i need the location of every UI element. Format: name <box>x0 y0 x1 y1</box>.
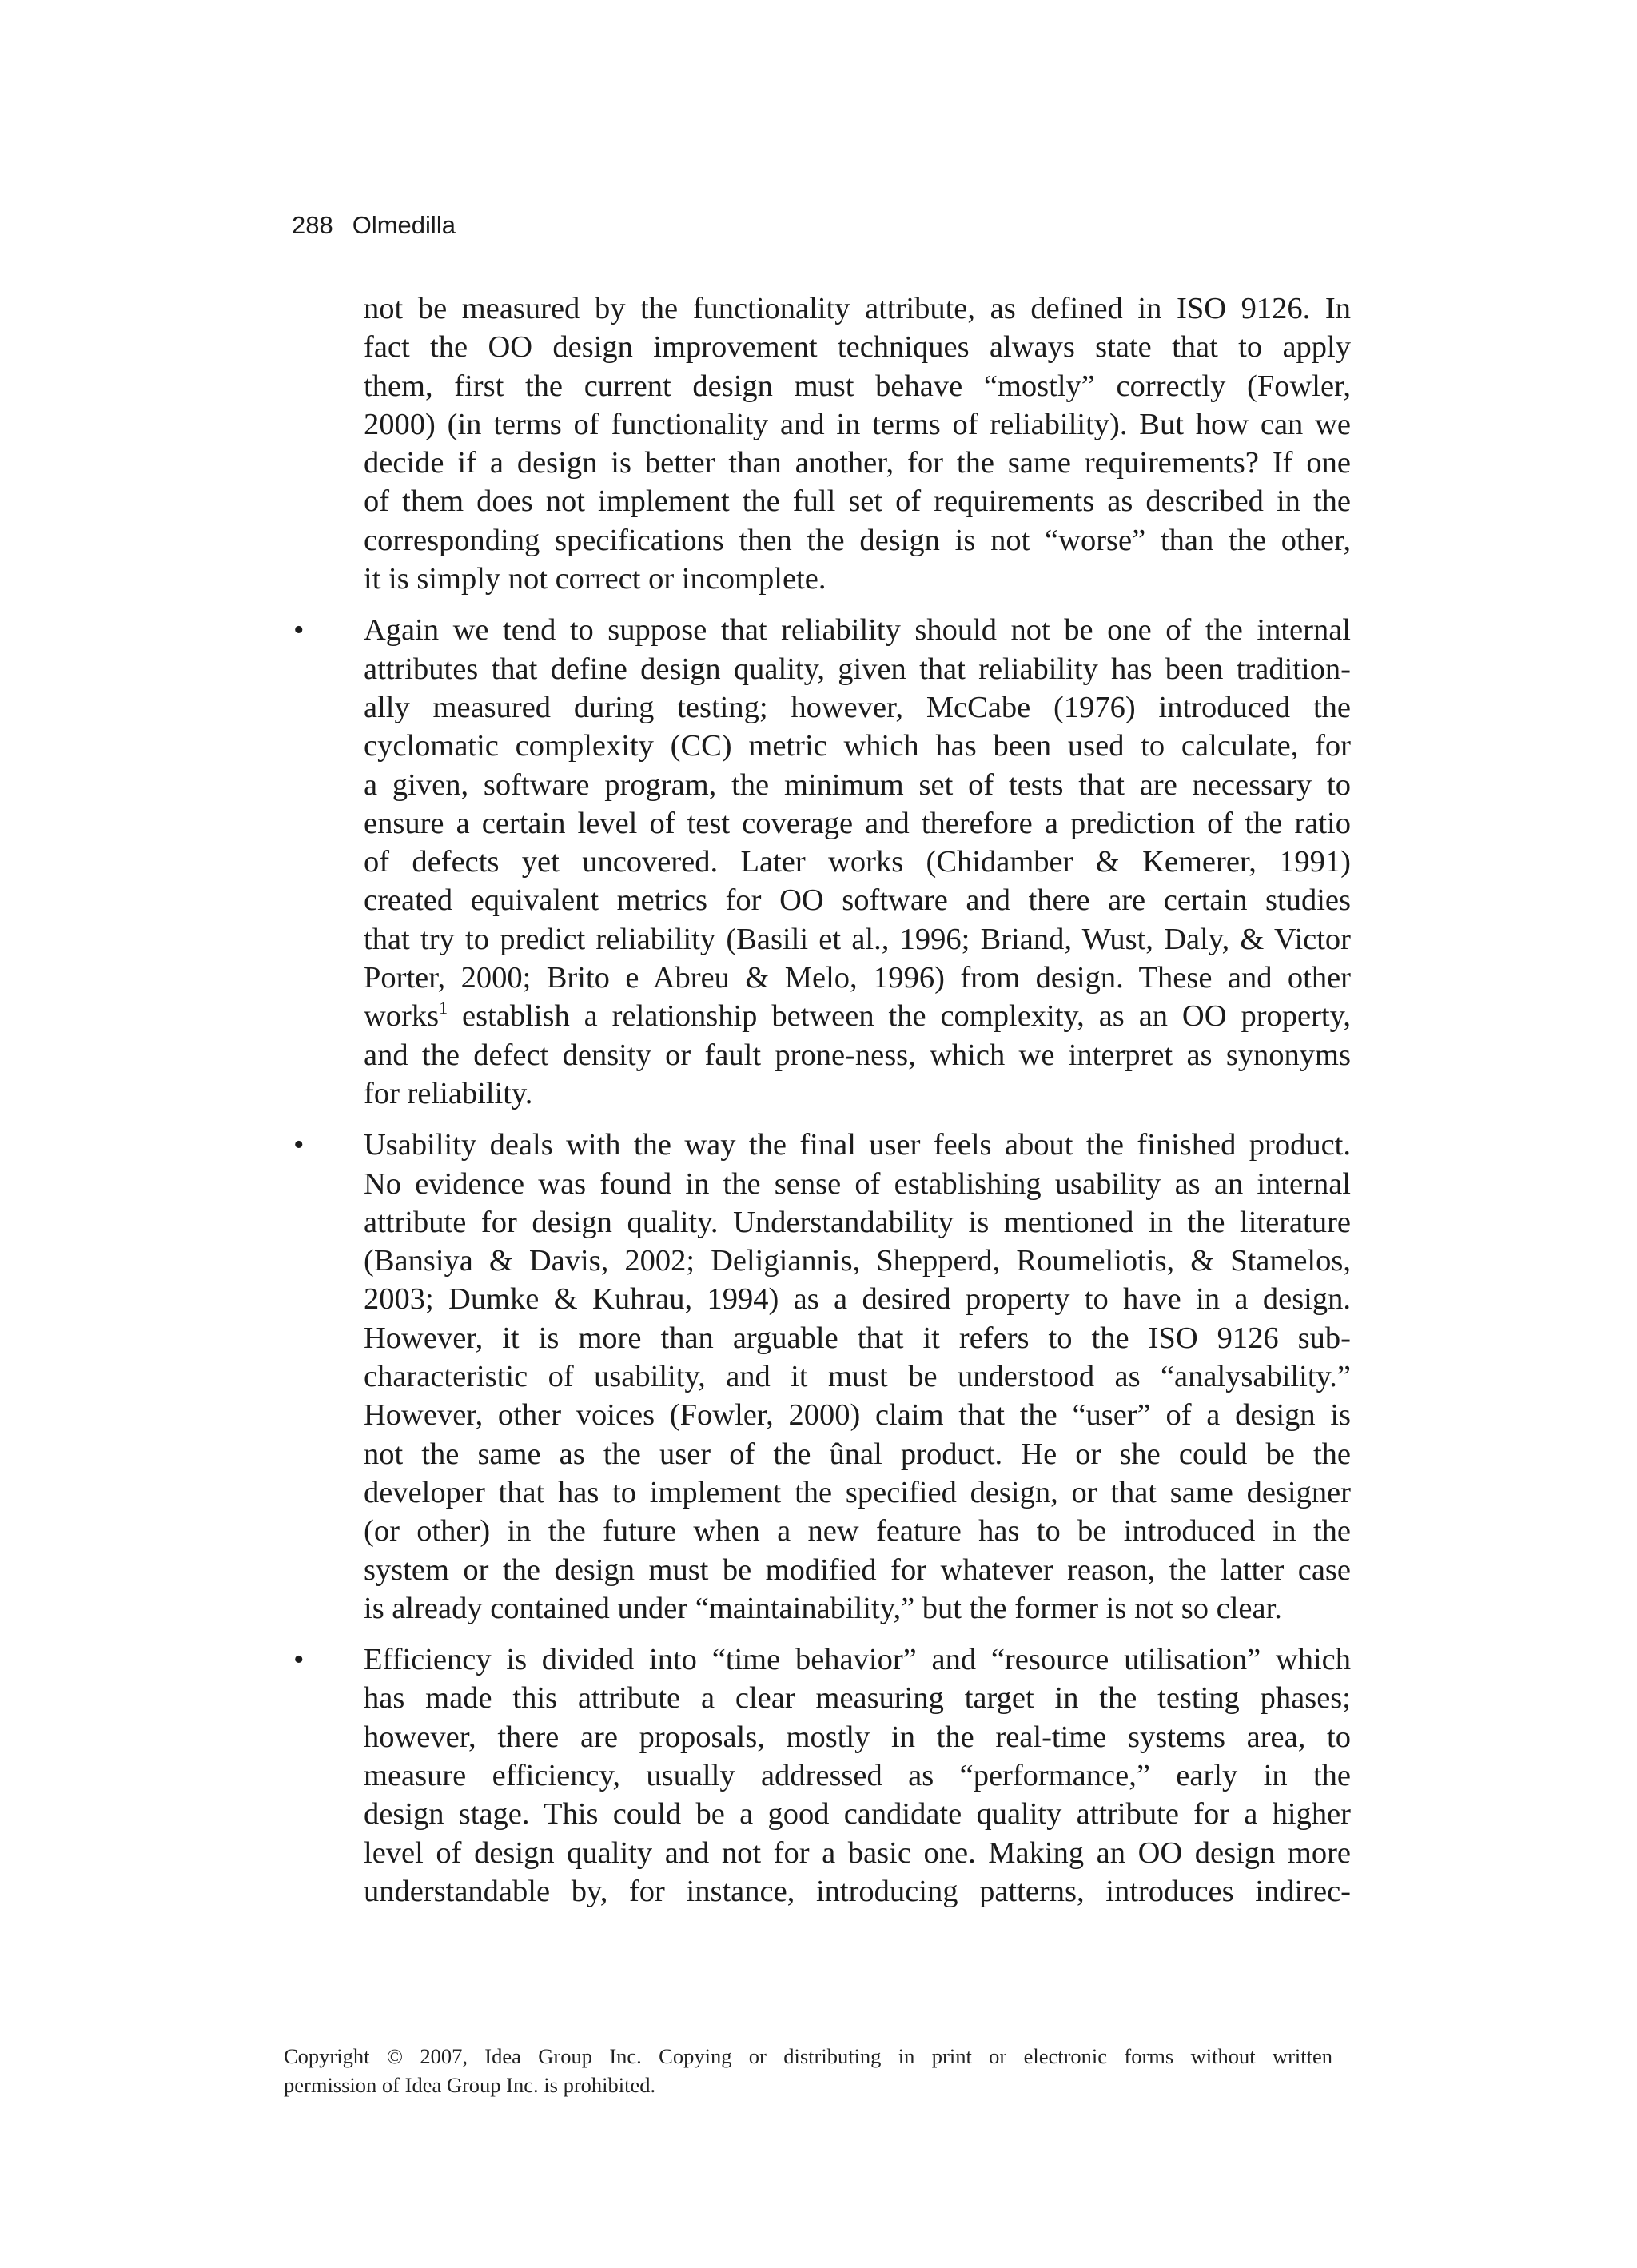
running-head <box>292 206 456 245</box>
text-line: Efficiency is divided into “time behavior” and “resource utilisation” which <box>364 1643 1351 1677</box>
text-line: No evidence was found in the sense of establishing usability as an internal <box>364 1166 1351 1201</box>
text-line: and the defect density or fault prone-ness, which we interpret as synonyms <box>364 1038 1351 1072</box>
text-line: fact the OO design improvement techniques always state that to apply <box>364 330 1351 365</box>
footnote-line-after: establish a relationship between the complexity, as an OO property, <box>462 999 1352 1034</box>
text-line: (or other) in the future when a new feature has to be introduced in the <box>364 1514 1351 1549</box>
paragraph-continuation <box>364 289 1351 598</box>
text-line: not be measured by the functionality attribute, as defined in ISO 9126. In <box>364 292 1351 325</box>
copyright-line: Copyright © 2007, Idea Group Inc. Copying or distributing in print or electronic forms without written <box>284 2044 1332 2068</box>
running-head-author: Olmedilla <box>352 211 456 239</box>
text-line: However, it is more than arguable that it refers to the ISO 9126 sub- <box>364 1321 1351 1355</box>
text-line: 2000) (in terms of functionality and in terms of reliability). But how can we <box>364 407 1351 441</box>
text-line: has made this attribute a clear measuring target in the testing phases; <box>364 1681 1351 1716</box>
text-line: cyclomatic complexity (CC) metric which has been used to calculate, for <box>364 729 1351 763</box>
footnote-marker[interactable]: 1 <box>439 998 448 1018</box>
text-line: 2003; Dumke & Kuhrau, 1994) as a desired property to have in a design. <box>364 1282 1351 1317</box>
text-line: attribute for design quality. Understandability is mentioned in the literature <box>364 1205 1351 1239</box>
text-line: Usability deals with the way the final user feels about the finished product. <box>364 1128 1351 1162</box>
bullet-icon: • <box>293 613 305 648</box>
bullet-icon: • <box>293 1643 305 1677</box>
text-line: Porter, 2000; Brito e Abreu & Melo, 1996) from design. These and other <box>364 961 1351 995</box>
text-line: measure efficiency, usually addressed as “performance,” early in the <box>364 1758 1351 1792</box>
text-line: However, other voices (Fowler, 2000) claim that the “user” of a design is <box>364 1398 1351 1433</box>
text-line: (Bansiya & Davis, 2002; Deligiannis, Shepperd, Roumeliotis, & Stamelos, <box>364 1244 1351 1278</box>
text-line: of defects yet uncovered. Later works (Chidamber & Kemerer, 1991) <box>364 845 1351 879</box>
bullet-item-reliability <box>293 611 1352 1113</box>
text-line: for reliability. <box>364 1076 533 1110</box>
bullet-icon: • <box>293 1128 305 1162</box>
text-line: level of design quality and not for a basic one. Making an OO design more <box>364 1836 1351 1870</box>
text-line: decide if a design is better than another, for the same requirements? If one <box>364 446 1351 480</box>
text-line: not the same as the user of the ûnal product. He or she could be the <box>364 1437 1351 1471</box>
text-line-with-footnote <box>364 997 1351 1035</box>
text-line: developer that has to implement the specified design, or that same designer <box>364 1475 1351 1509</box>
text-line: understandable by, for instance, introducing patterns, introduces indirec- <box>364 1874 1351 1908</box>
text-line: Again we tend to suppose that reliability should not be one of the internal <box>364 613 1351 648</box>
text-line: is already contained under “maintainability,” but the former is not so clear. <box>364 1591 1282 1625</box>
bullet-item-efficiency <box>293 1640 1351 1911</box>
text-line: ensure a certain level of test coverage and therefore a prediction of the ratio <box>364 806 1351 840</box>
copyright-notice <box>284 2042 1332 2099</box>
text-line: system or the design must be modified for whatever reason, the latter case <box>364 1553 1351 1587</box>
body-text <box>293 289 1352 1911</box>
text-line: ally measured during testing; however, McCabe (1976) introduced the <box>364 690 1351 724</box>
text-line: corresponding specifications then the design is not “worse” than the other, <box>364 523 1351 557</box>
text-line: however, there are proposals, mostly in the real-time systems area, to <box>364 1720 1351 1754</box>
text-line: design stage. This could be a good candidate quality attribute for a higher <box>364 1797 1351 1832</box>
footnote-line-before: works <box>364 999 440 1034</box>
text-line: them, first the current design must behave “mostly” correctly (Fowler, <box>364 369 1351 403</box>
page-number: 288 <box>292 211 333 239</box>
text-line: created equivalent metrics for OO software and there are certain studies <box>364 883 1351 918</box>
text-line: attributes that define design quality, given that reliability has been tradition- <box>364 652 1351 686</box>
text-line: it is simply not correct or incomplete. <box>364 562 826 596</box>
text-line: characteristic of usability, and it must be understood as “analysability.” <box>364 1360 1351 1394</box>
copyright-line: permission of Idea Group Inc. is prohibited. <box>284 2073 656 2097</box>
text-line: of them does not implement the full set of requirements as described in the <box>364 484 1351 519</box>
bullet-item-usability <box>293 1126 1351 1628</box>
text-line: that try to predict reliability (Basili et al., 1996; Briand, Wust, Daly, & Victor <box>364 922 1351 956</box>
text-line: a given, software program, the minimum set of tests that are necessary to <box>364 767 1351 802</box>
